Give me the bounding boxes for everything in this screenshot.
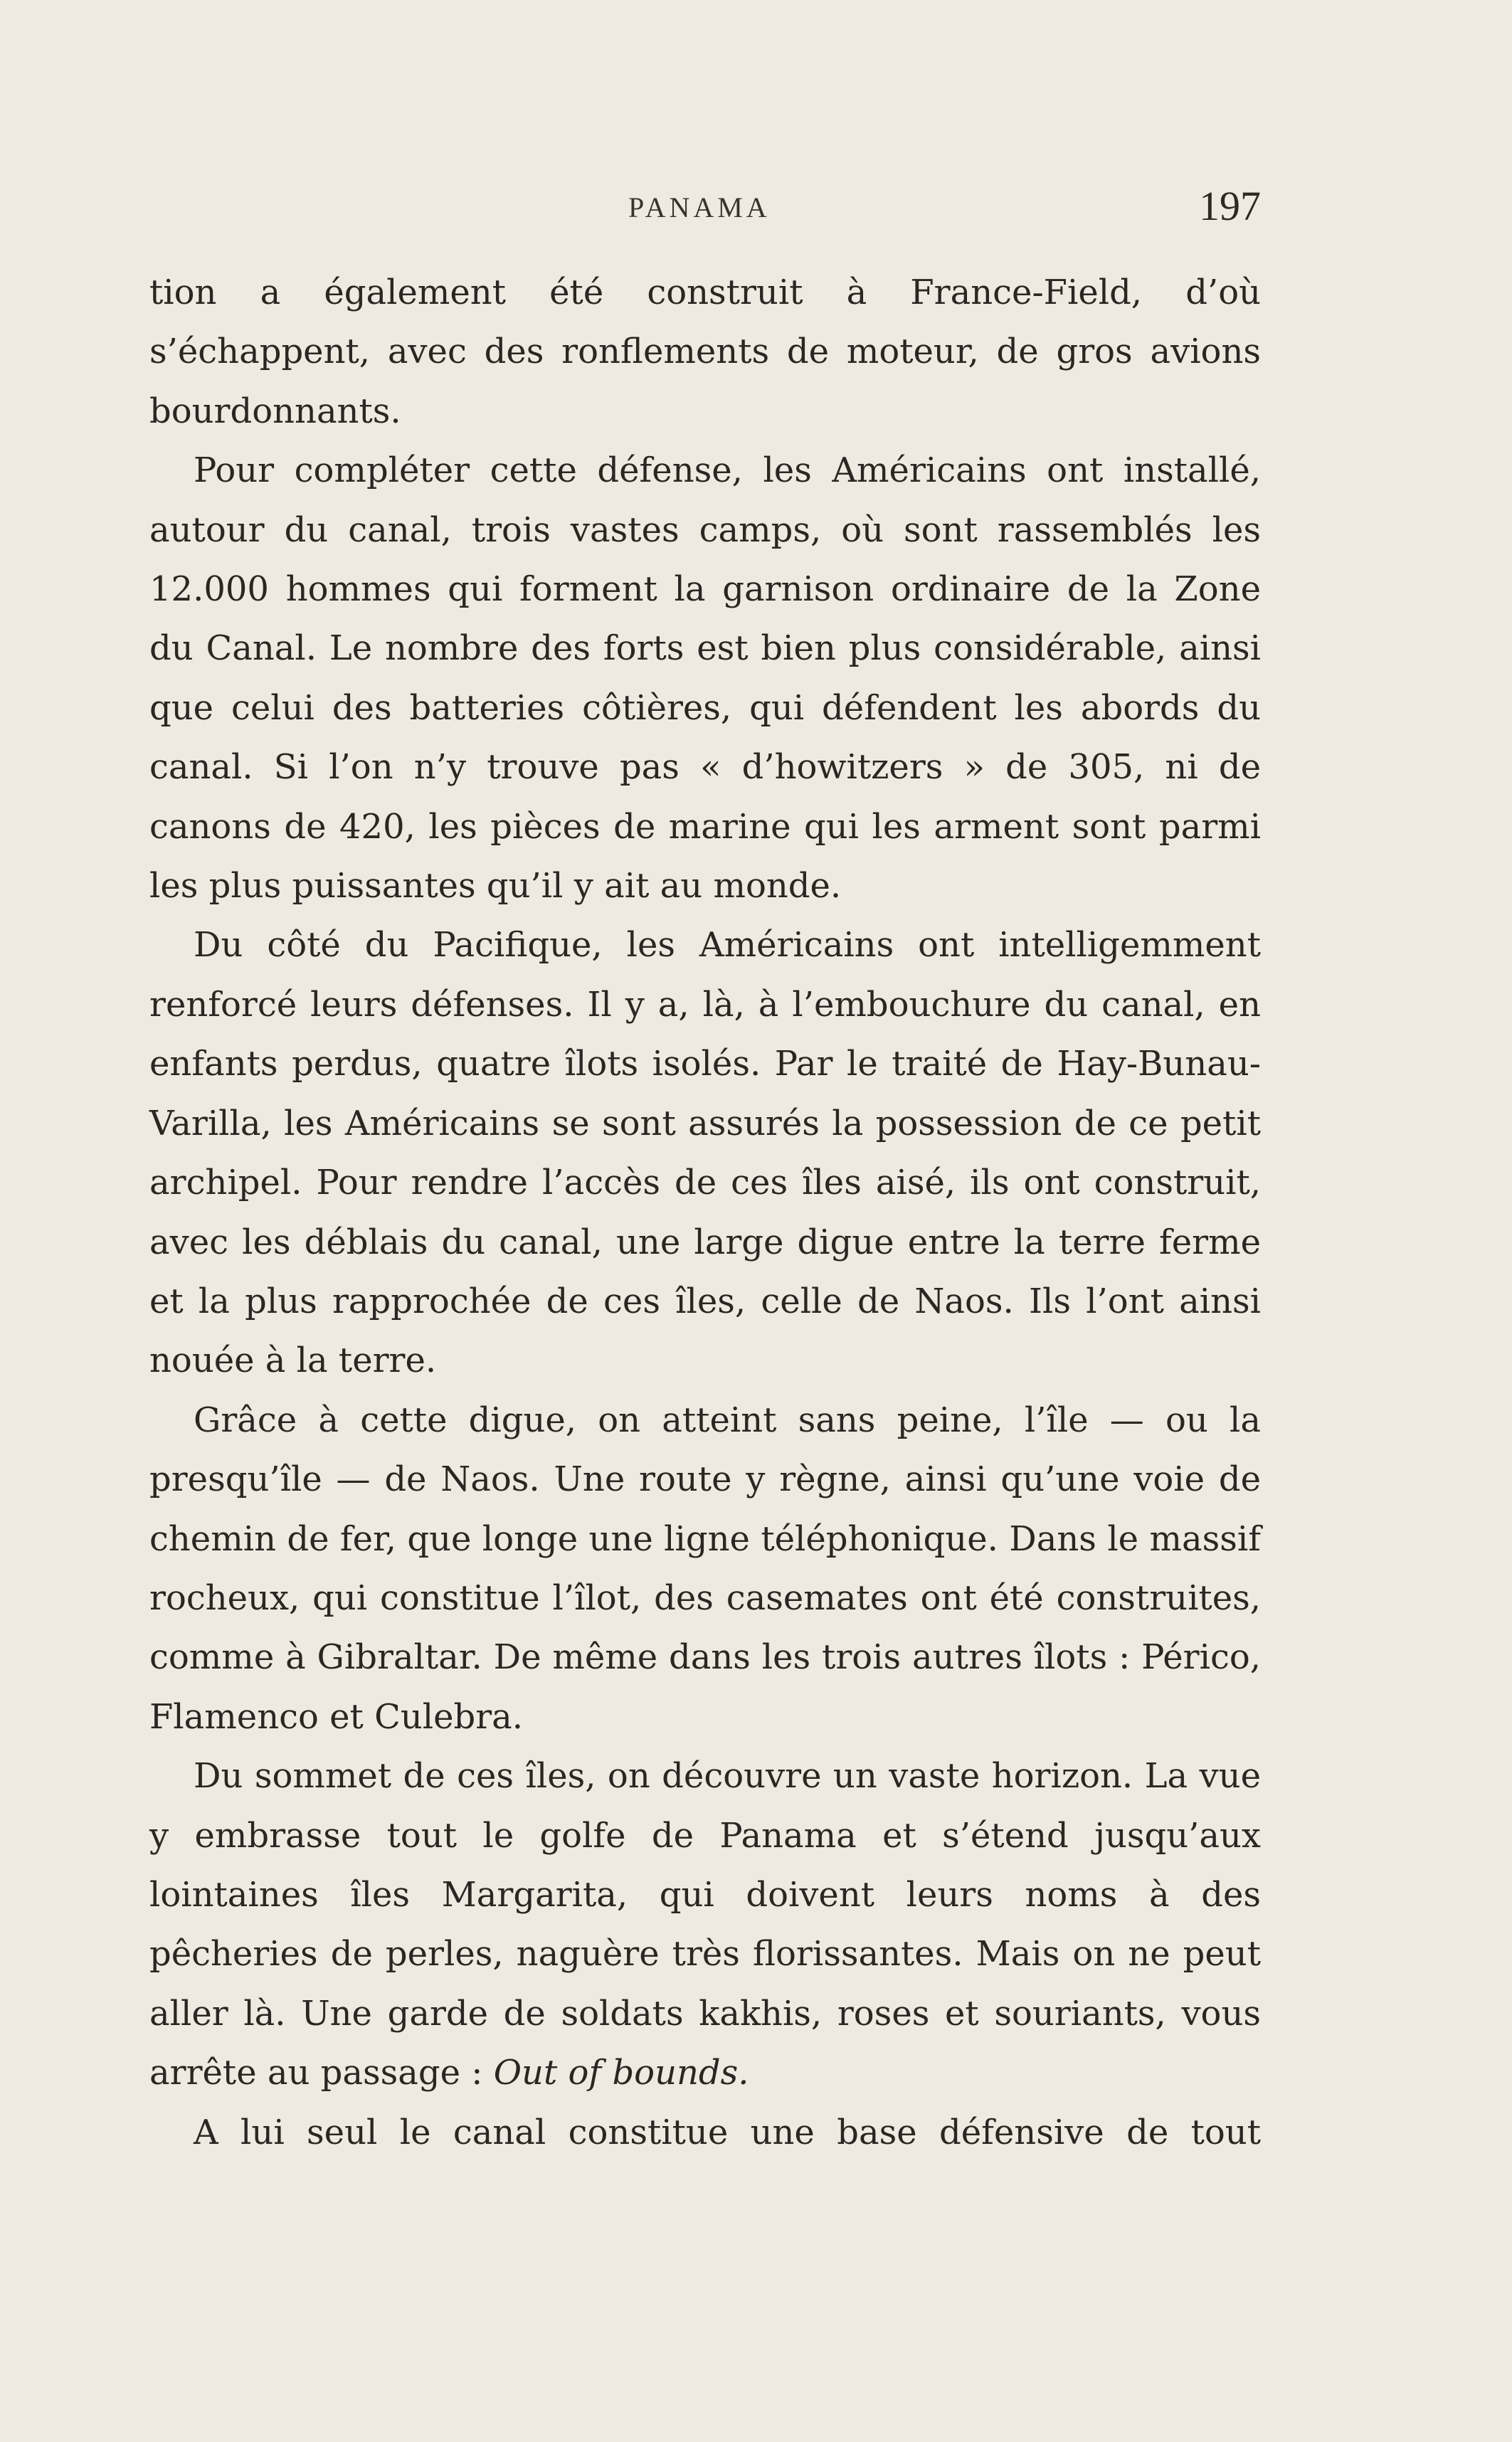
paragraph-continuation: tion a également été construit à France-Field, d’où s’échappent, avec des ronflements de moteur, de gros avions bourdonnants.	[149, 273, 1261, 431]
paragraph-island-view-text: Du sommet de ces îles, on découvre un vaste horizon. La vue y embrasse tout le golfe de Panama et s’étend jusqu’aux lointaines îles Margarita, qui doivent leurs noms à des pêcheries de perles, naguère très florissantes. Mais on ne peut aller là. Une garde de soldats kakhis, roses et souriants, vous arrête au passage :	[149, 1756, 1261, 2093]
text-body	[149, 263, 1261, 2162]
paragraph-canal-base: A lui seul le canal constitue une base défensive de tout	[194, 2112, 1261, 2152]
paragraph-naos-digue: Grâce à cette digue, on atteint sans peine, l’île — ou la presqu’île — de Naos. Une route y règne, ainsi qu’une voie de chemin de fer, que longe une ligne téléphonique. Dans le massif rocheux, qui constitue l’îlot, des casemates ont été construites, comme à Gibraltar. De même dans les trois autres îlots : Périco, Flamenco et Culebra.	[149, 1400, 1261, 1737]
out-of-bounds-phrase: Out of bounds.	[493, 2053, 749, 2093]
paragraph-pacific-islets: Du côté du Pacifique, les Américains ont intelligemment renforcé leurs défenses. Il y a, là, à l’embouchure du canal, en enfants perdus, quatre îlots isolés. Par le traité de Hay-Bunau-Varilla, les Américains se sont assurés la possession de ce petit archipel. Pour rendre l’accès de ces îles aisé, ils ont construit, avec les déblais du canal, une large digue entre la terre ferme et la plus rapprochée de ces îles, celle de Naos. Ils l’ont ainsi nouée à la terre.	[149, 925, 1261, 1381]
running-head: PANAMA	[628, 191, 771, 223]
paragraph-defense-camps: Pour compléter cette défense, les Américains ont installé, autour du canal, trois vastes camps, où sont rassemblés les 12.000 hommes qui forment la garnison ordinaire de la Zone du Canal. Le nombre des forts est bien plus considérable, ainsi que celui des batteries côtières, qui défendent les abords du canal. Si l’on n’y trouve pas « d’howitzers » de 305, ni de canons de 420, les pièces de marine qui les arment sont parmi les plus puissantes qu’il y ait au monde.	[149, 450, 1261, 906]
page-number: 197	[1199, 183, 1261, 229]
paragraph-island-view	[149, 1747, 1261, 2103]
page-header	[149, 183, 1261, 236]
